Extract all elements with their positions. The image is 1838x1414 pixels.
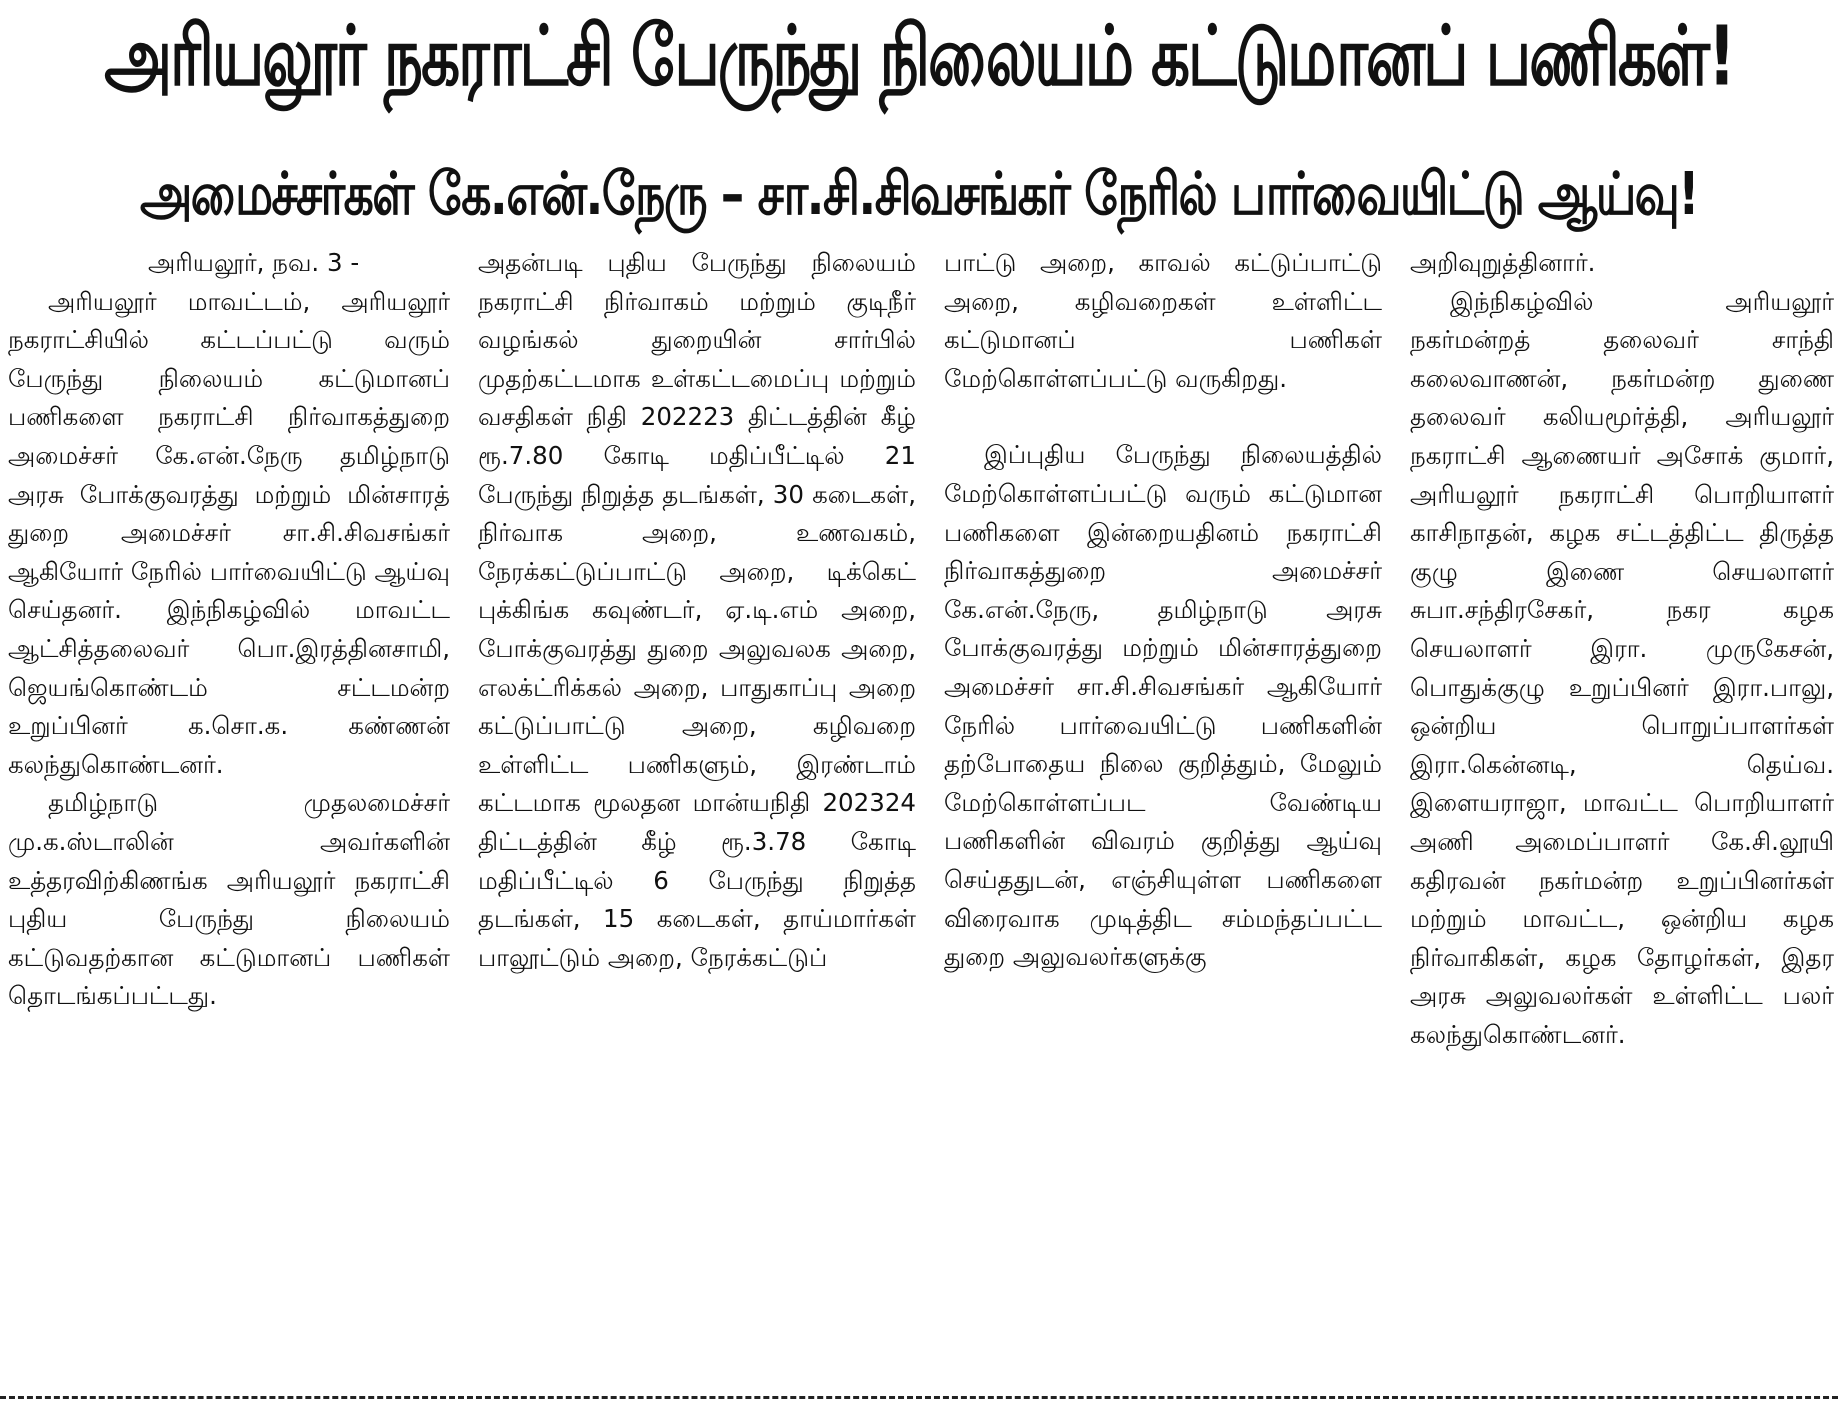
paragraph: அரியலூர் மாவட்டம், அரியலூர் நகராட்சியில் கட்டப்பட்டு வரும் பேருந்து நிலையம் கட்டுமானப் பணிகளை நகராட்சி நிர்வாகத்துறை அமைச்சர் கே.என்.நேரு தமிழ்நாடு அரசு போக்குவரத்து மற்றும் மின்சாரத் துறை அமைச்சர் சா.சி.சிவசங்கர் ஆகியோர் நேரில் பார்வையிட்டு ஆய்வு செய்தனர். இந்நிகழ்வில் மாவட்ட ஆட்சித்தலைவர் பொ.இரத்தினசாமி, ஜெயங்கொண்டம் சட்டமன்ற உறுப்பினர் க.சொ.க. கண்ணன் கலந்துகொண்டனர். bbox=[8, 286, 450, 779]
paragraph: இப்புதிய பேருந்து நிலையத்தில் மேற்கொள்ளப்பட்டு வரும் கட்டுமான பணிகளை இன்றையதினம் நகராட்சி நிர்வாகத்துறை அமைச்சர் கே.என்.நேரு, தமிழ்நாடு அரசு போக்குவரத்து மற்றும் மின்சாரத்துறை அமைச்சர் சா.சி.சிவசங்கர் ஆகியோர் நேரில் பார்வையிட்டு பணிகளின் தற்போதைய நிலை குறித்தும், மேலும் மேற்கொள்ளப்பட வேண்டிய பணிகளின் விவரம் குறித்து ஆய்வு செய்ததுடன், எஞ்சியுள்ள பணிகளை விரைவாக முடித்திட சம்மந்தப்பட்ட துறை அலுவலர்களுக்கு bbox=[944, 440, 1382, 972]
subheadline: அமைச்சர்கள் கே.என்.நேரு – சா.சி.சிவசங்கர் நேரில் பார்வையிட்டு ஆய்வு! bbox=[139, 159, 1699, 229]
dashed-divider bbox=[0, 1396, 1838, 1399]
headline: அரியலூர் நகராட்சி பேருந்து நிலையம் கட்டுமானப் பணிகள்! bbox=[104, 8, 1734, 104]
paragraph: தமிழ்நாடு முதலமைச்சர் மு.க.ஸ்டாலின் அவர்களின் உத்தரவிற்கிணங்க அரியலூர் நகராட்சி புதிய பேருந்து நிலையம் கட்டுவதற்கான கட்டுமானப் பணிகள் தொடங்கப்பட்டது. bbox=[8, 788, 450, 1011]
column-2 bbox=[464, 244, 930, 1378]
paragraph: அறிவுறுத்தினார். bbox=[1410, 248, 1596, 277]
column-3 bbox=[930, 244, 1396, 1378]
paragraph: பாட்டு அறை, காவல் கட்டுப்பாட்டு அறை, கழிவறைகள் உள்ளிட்ட கட்டுமானப் பணிகள் மேற்கொள்ளப்பட்டு வருகிறது. bbox=[944, 248, 1382, 393]
column-4 bbox=[1396, 244, 1834, 1378]
column-1 bbox=[8, 244, 464, 1378]
article-body bbox=[8, 244, 1834, 1378]
paragraph: இந்நிகழ்வில் அரியலூர் நகர்மன்றத் தலைவர் சாந்தி கலைவாணன், நகர்மன்ற துணை தலைவர் கலியமூர்த்தி, அரியலூர் நகராட்சி ஆணையர் அசோக் குமார், அரியலூர் நகராட்சி பொறியாளர் காசிநாதன், கழக சட்டத்திட்ட திருத்த குழு இணை செயலாளர் சுபா.சந்திரசேகர், நகர கழக செயலாளர் இரா. முருகேசன், பொதுக்குழு உறுப்பினர் இரா.பாலு, ஒன்றிய பொறுப்பாளர்கள் இரா.கென்னடி, தெய்வ. இளையராஜா, மாவட்ட பொறியாளர் அணி அமைப்பாளர் கே.சி.லூயி கதிரவன் நகர்மன்ற உறுப்பினர்கள் மற்றும் மாவட்ட, ஒன்றிய கழக நிர்வாகிகள், கழக தோழர்கள், இதர அரசு அலுவலர்கள் உள்ளிட்ட பலர் கலந்துகொண்டனர். bbox=[1410, 286, 1834, 1049]
paragraph: அதன்படி புதிய பேருந்து நிலையம் நகராட்சி நிர்வாகம் மற்றும் குடிநீர் வழங்கல் துறையின் சார்பில் முதற்கட்டமாக உள்கட்டமைப்பு மற்றும் வசதிகள் நிதி 202223 திட்டத்தின் கீழ் ரூ.7.80 கோடி மதிப்பீட்டில் 21 பேருந்து நிறுத்த தடங்கள், 30 கடைகள், நிர்வாக அறை, உணவகம், நேரக்கட்டுப்பாட்டு அறை, டிக்கெட் புக்கிங்க கவுண்டர், ஏ.டி.எம் அறை, போக்குவரத்து துறை அலுவலக அறை, எலக்ட்ரிக்கல் அறை, பாதுகாப்பு அறை கட்டுப்பாட்டு அறை, கழிவறை உள்ளிட்ட பணிகளும், இரண்டாம் கட்டமாக மூலதன மான்யநிதி 202324 திட்டத்தின் கீழ் ரூ.3.78 கோடி மதிப்பீட்டில் 6 பேருந்து நிறுத்த தடங்கள், 15 கடைகள், தாய்மார்கள் பாலூட்டும் அறை, நேரக்கட்டுப் bbox=[478, 248, 916, 972]
dateline: அரியலூர், நவ. 3 - bbox=[148, 248, 360, 277]
